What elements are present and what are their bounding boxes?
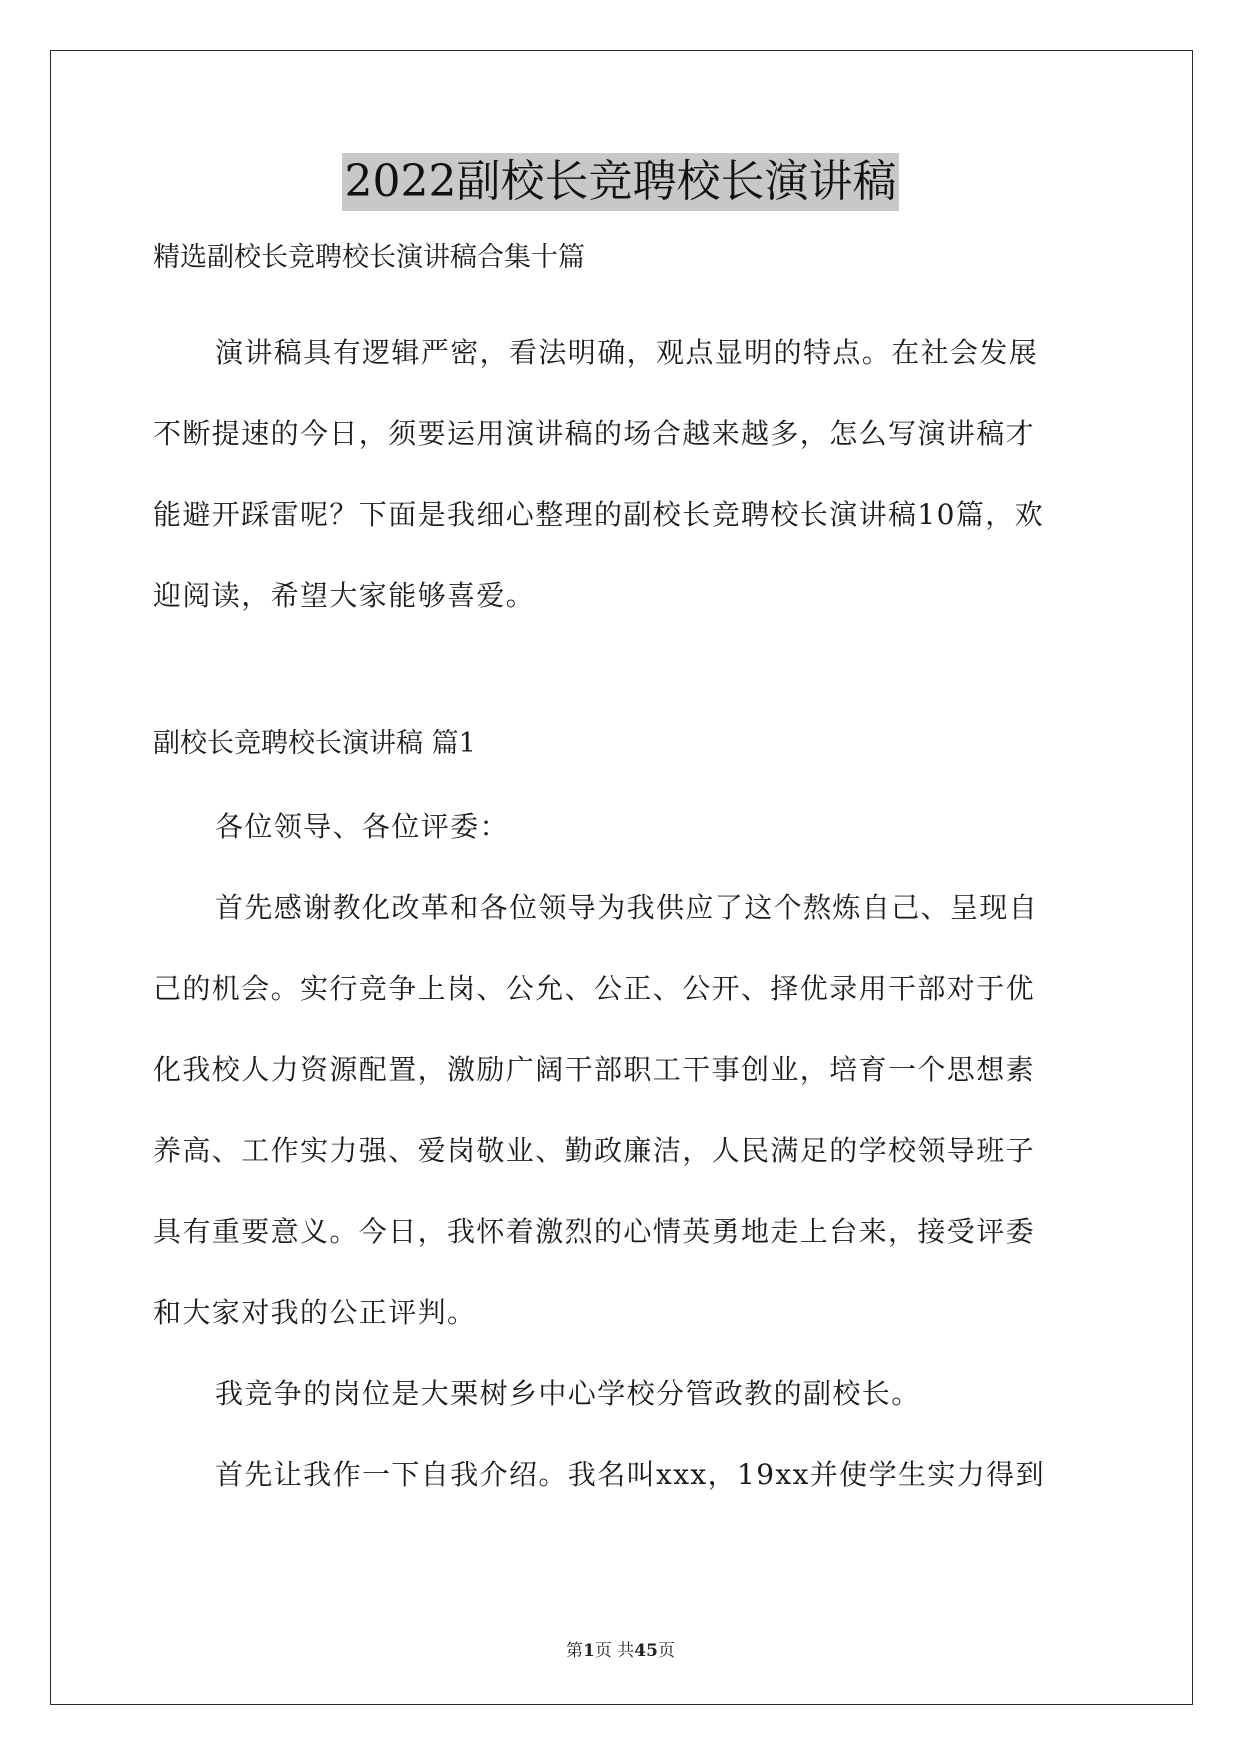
paragraph-2 [153,1353,1088,1434]
paragraph-line: 养高、工作实力强、爱岗敬业、勤政廉洁，人民满足的学校领导班子 [153,1134,1036,1167]
page-suffix: 页 [657,1641,675,1661]
paragraph-line: 首先让我作一下自我介绍。我名叫xxx，19xx并使学生实力得到 [215,1458,1045,1491]
paragraph-line: 具有重要意义。今日，我怀着激烈的心情英勇地走上台来，接受评委 [153,1215,1036,1248]
intro-line: 演讲稿具有逻辑严密，看法明确，观点显明的特点。在社会发展 [215,336,1039,369]
paragraph-1 [153,867,1088,1353]
intro-line: 能避开踩雷呢？下面是我细心整理的副校长竞聘校长演讲稿10篇，欢 [153,498,1045,531]
greeting-paragraph [153,786,1088,867]
document-body [153,240,1088,1515]
intro-line: 不断提速的今日，须要运用演讲稿的场合越来越多，怎么写演讲稿才 [153,417,1036,450]
paragraph-line: 首先感谢教化改革和各位领导为我供应了这个熬炼自己、呈现自 [215,891,1039,924]
document-title: 2022副校长竞聘校长演讲稿 [342,153,900,211]
document-subtitle: 精选副校长竞聘校长演讲稿合集十篇 [153,242,585,273]
paragraph-line: 己的机会。实行竞争上岗、公允、公正、公开、择优录用干部对于优 [153,972,1036,1005]
page-total: 45 [634,1641,658,1661]
paragraph-line: 我竞争的岗位是大栗树乡中心学校分管政教的副校长。 [215,1377,921,1410]
intro-line: 迎阅读，希望大家能够喜爱。 [153,579,536,612]
page-mid: 页 共 [594,1641,635,1661]
page-current: 1 [583,1641,595,1661]
intro-paragraph [153,312,1088,636]
section-heading: 副校长竞聘校长演讲稿 篇1 [153,728,476,759]
page-footer [0,1636,1241,1661]
paragraph-line: 和大家对我的公正评判。 [153,1296,477,1329]
paragraph-line: 化我校人力资源配置，激励广阔干部职工干事创业，培育一个思想素 [153,1053,1036,1086]
paragraph-3 [153,1434,1088,1515]
title-container [0,153,1241,211]
page-prefix: 第 [566,1641,584,1661]
greeting-line: 各位领导、各位评委： [215,810,510,843]
